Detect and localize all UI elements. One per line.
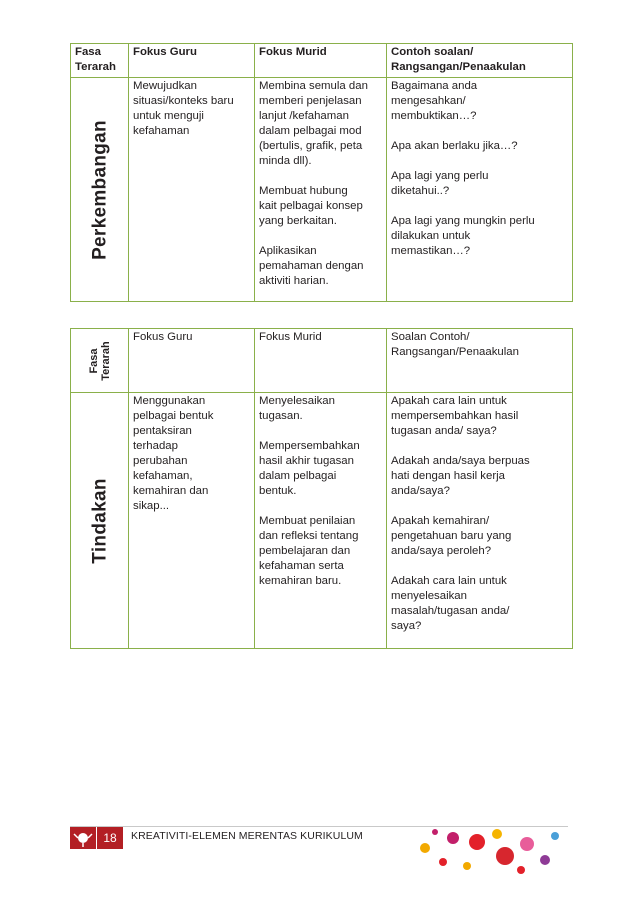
- soalan-contoh-cell: Apakah cara lain untuk mempersembahkan hasil tugasan anda/ saya? Adakah anda/saya berpuas hati dengan hasil kerja anda/saya? Apakah kemahiran/ pengetahuan baru yang anda/saya peroleh? Adakah cara lain untuk menyelesaikan masalah/tugasan anda/ saya?: [387, 393, 573, 649]
- header-fokus-murid: Fokus Murid: [255, 329, 387, 393]
- table-header-row: [71, 329, 573, 393]
- fokus-murid-cell: Menyelesaikan tugasan. Mempersembahkan hasil akhir tugasan dalam pelbagai bentuk. Membuat penilaian dan refleksi tentang pembelajaran dan kefahaman serta kemahiran baru.: [255, 393, 387, 649]
- phase-label-perkembangan: Perkembangan: [89, 119, 110, 260]
- table-header-row: [71, 44, 573, 78]
- header-fokus-murid: Fokus Murid: [255, 44, 387, 78]
- footer-emblem-icon: [70, 827, 96, 849]
- page-number: 18: [97, 827, 123, 849]
- phase-label-tindakan: Tindakan: [89, 477, 110, 564]
- table-perkembangan: [70, 43, 573, 302]
- header-soalan-contoh: Soalan Contoh/ Rangsangan/Penaakulan: [387, 329, 573, 393]
- table-row: [71, 393, 573, 649]
- header-fasa-terarah: Fasa Terarah: [71, 44, 129, 78]
- phase-cell: [71, 78, 129, 302]
- header-fokus-guru: Fokus Guru: [129, 329, 255, 393]
- fokus-guru-cell: Mewujudkan situasi/konteks baru untuk menguji kefahaman: [129, 78, 255, 302]
- fokus-guru-cell: Menggunakan pelbagai bentuk pentaksiran terhadap perubahan kefahaman, kemahiran dan sikap...: [129, 393, 255, 649]
- contoh-soalan-cell: Bagaimana anda mengesahkan/ membuktikan…? Apa akan berlaku jika…? Apa lagi yang perlu diketahui..? Apa lagi yang mungkin perlu dilakukan untuk memastikan…?: [387, 78, 573, 302]
- table-tindakan: [70, 328, 573, 649]
- table-row: [71, 78, 573, 302]
- header-fasa-terarah: Fasa Terarah: [71, 329, 129, 393]
- header-fokus-guru: Fokus Guru: [129, 44, 255, 78]
- footer-title: KREATIVITI-ELEMEN MERENTAS KURIKULUM: [131, 830, 363, 842]
- header-contoh-soalan: Contoh soalan/ Rangsangan/Penaakulan: [387, 44, 573, 78]
- footer-logo-icon: [405, 822, 565, 882]
- fokus-murid-cell: Membina semula dan memberi penjelasan lanjut /kefahaman dalam pelbagai mod (bertulis, grafik, peta minda dll). Membuat hubung kait pelbagai konsep yang berkaitan. Aplikasikan pemahaman dengan aktiviti harian.: [255, 78, 387, 302]
- phase-cell: [71, 393, 129, 649]
